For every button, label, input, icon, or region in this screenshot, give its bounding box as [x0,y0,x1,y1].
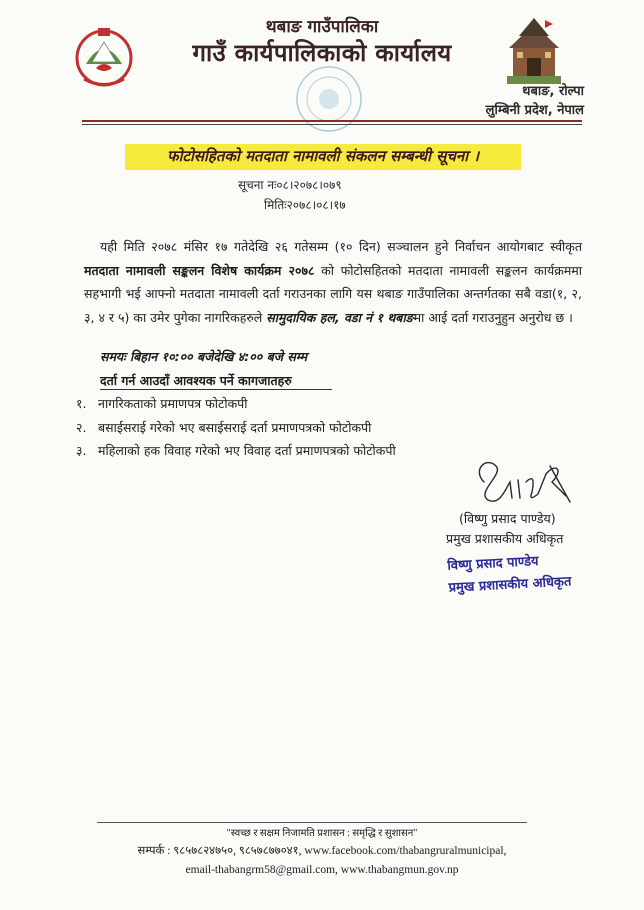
list-item-text: बसाईसराई गरेको भए बसाईसराई दर्ता प्रमाणपत्रको फोटोकपी [98,419,372,435]
docs-list [76,392,396,463]
para-part-c: को फोटोसहितको मतदाता नामावली सङ्कलन कार्यक्रममा सहभागी भई आफ्नो मतदाता नामावली दर्ता गराउनका लागि यस थबाङ गाउँपालिका अन्तर्गतका सबै वडा(१, २, ३, ४ र ५) का उमेर पुगेका नागरिकहरुले [84,262,583,325]
list-item-text: महिलाको हक विवाह गरेको भए विवाह दर्ता प्रमाणपत्रको फोटोकपी [98,443,396,458]
para-venue: सामुदायिक हल, वडा नं १ थबाङ [266,309,414,325]
stamp-line-1: विष्णु प्रसाद पाण्डेय [447,554,539,574]
list-item [76,392,396,416]
handwritten-signature [466,452,574,508]
notice-reference [238,175,346,215]
stamp-line-2: प्रमुख प्रशासकीय अधिकृत [448,574,572,596]
header-address [486,82,584,120]
list-item-number: १. [76,396,87,411]
list-item [76,439,396,463]
designation-stamp [447,548,594,600]
header-municipality-name: थबाङ गाउँपालिका [265,17,379,37]
list-item-number: २. [76,419,87,435]
para-program-name: मतदाता नामावली सङ्कलन विशेष कार्यक्रम २०७८ [84,262,315,278]
footer-contact-line-1: सम्पर्क : ९८५७८२४७५०, ९८५७८७७०४१, www.facebook.com/thabangruralmunicipal, [137,845,507,857]
signer-name: (विष्णु प्रसाद पाण्डेय) [459,511,556,526]
header-rule-secondary [82,124,582,125]
list-item-number: ३. [76,443,87,458]
signer-title: प्रमुख प्रशासकीय अधिकृत [446,531,564,546]
list-item-text: नागरिकताको प्रमाणपत्र फोटोकपी [98,396,248,411]
list-item [76,416,396,440]
time-line: समयः बिहान १०:०० बजेदेखि ४:०० बजे सम्म [100,349,308,364]
footer-contact [0,842,644,880]
docs-heading: दर्ता गर्न आउदाँ आवश्यक पर्ने कागजातहरु [100,373,292,388]
notice-ref-number: सूचना नः०८।२०७८।०७९ [238,178,342,192]
address-line-2: लुम्बिनी प्रदेश, नेपाल [485,103,584,118]
footer-contact-line-2: email-thabangrm58@gmail.com, www.thabangmun.gov.np [185,864,459,876]
footer-rule [97,822,527,823]
notice-date: मितिः२०७८।०८।१७ [264,198,346,212]
header-rule [82,120,582,122]
para-part-a: यही मिति २०७८ मंसिर १७ गतेदेखि २६ गतेसम्म (१० दिन) सञ्चालन हुने निर्वाचन आयोगबाट स्वीकृत [100,239,582,254]
footer-slogan: "स्वच्छ र सक्षम निजामति प्रशासन : समृद्धि र सुशासन" [226,828,418,839]
docs-heading-underline [100,389,332,390]
para-part-e: मा आई दर्ता गराउनुहुन अनुरोध छ । [413,309,573,325]
notice-title: फोटोसहितको मतदाता नामावली संकलन सम्बन्धी सूचना । [167,147,479,165]
address-line-1: थबाङ, रोल्पा [522,84,584,99]
header-office-name: गाउँ कार्यपालिकाको कार्यालय [192,39,452,67]
notice-body-paragraph [84,235,582,329]
